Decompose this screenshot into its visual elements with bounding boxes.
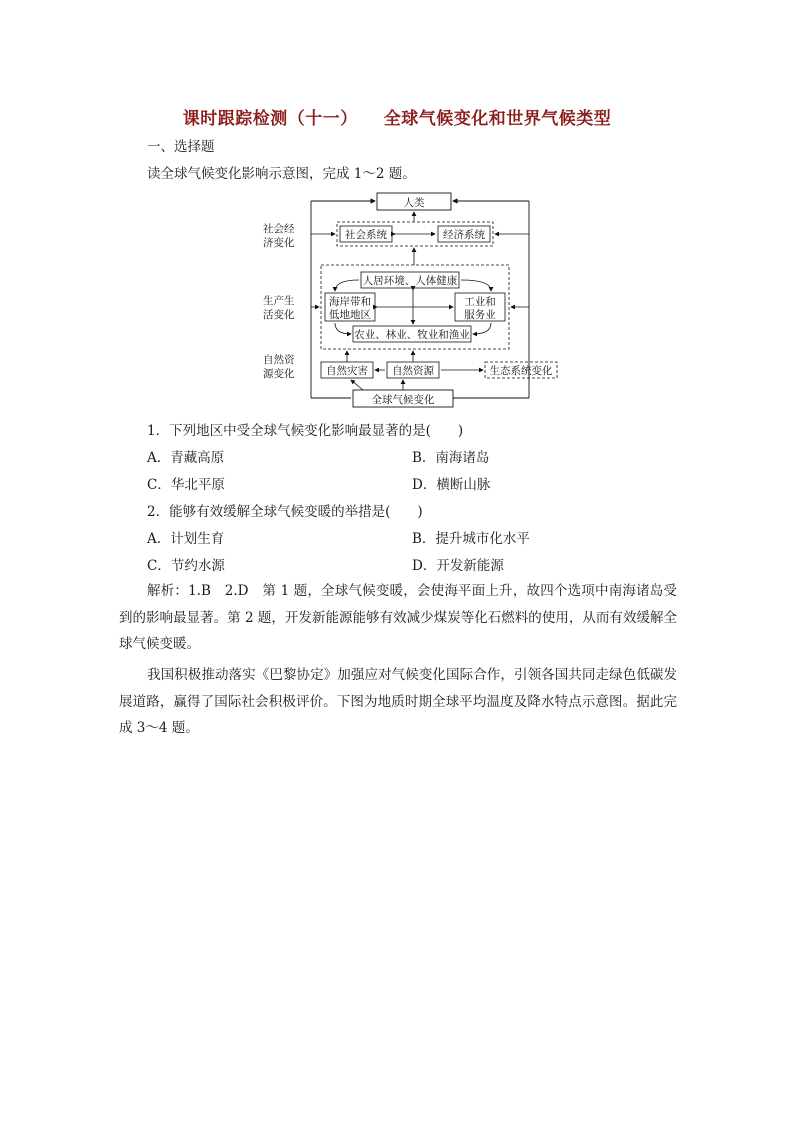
label-living-env: 人居环境、人体健康 bbox=[362, 275, 458, 287]
side-label-social-2: 济变化 bbox=[263, 237, 295, 249]
label-industry-1: 工业和 bbox=[464, 296, 496, 308]
side-label-nature-2: 源变化 bbox=[263, 368, 295, 380]
label-ecosystem-change: 生态系统变化 bbox=[489, 365, 553, 377]
question-1-option-a: A．青藏高原 bbox=[147, 450, 225, 466]
label-natural-disaster: 自然灾害 bbox=[326, 365, 368, 377]
question-2-option-d: D．开发新能源 bbox=[412, 558, 504, 574]
question-1-option-d: D．横断山脉 bbox=[412, 477, 491, 493]
climate-impact-diagram bbox=[255, 188, 565, 413]
label-agriculture: 农业、林业、牧业和渔业 bbox=[354, 329, 470, 341]
analysis-paragraph: 解析：1.B 2.D 第 1 题，全球气候变暖，会使海平面上升，故四个选项中南海诸岛受到的影响最显著。第 2 题，开发新能源能够有效减少煤炭等化石燃料的使用，从而有效缓解全球气候变暖。 bbox=[119, 583, 677, 652]
side-label-nature-1: 自然资 bbox=[263, 354, 295, 366]
question-2-option-b: B．提升城市化水平 bbox=[412, 531, 530, 547]
page-title bbox=[0, 104, 794, 129]
side-label-life-1: 生产生 bbox=[263, 295, 295, 307]
question-1-option-b: B．南海诸岛 bbox=[412, 450, 490, 466]
question-2-option-a: A．计划生育 bbox=[147, 531, 225, 547]
label-natural-resources: 自然资源 bbox=[392, 365, 434, 377]
label-coastal-2: 低地地区 bbox=[329, 309, 371, 321]
label-industry-2: 服务业 bbox=[464, 309, 496, 321]
question-1-stem: 1．下列地区中受全球气候变化影响最显著的是( ) bbox=[147, 423, 464, 439]
label-humans: 人类 bbox=[403, 197, 425, 209]
side-label-social-1: 社会经 bbox=[263, 223, 295, 235]
title-left: 课时跟踪检测（十一） bbox=[182, 109, 358, 129]
question-2-option-c: C．节约水源 bbox=[147, 558, 225, 574]
section-heading: 一、选择题 bbox=[147, 139, 215, 155]
question-1-option-c: C．华北平原 bbox=[147, 477, 225, 493]
intro-text-2: 我国积极推动落实《巴黎协定》加强应对气候变化国际合作，引领各国共同走绿色低碳发展道路，赢得了国际社会积极评价。下图为地质时期全球平均温度及降水特点示意图。据此完成 3～4 题。 bbox=[119, 667, 677, 736]
intro-text-1: 读全球气候变化影响示意图，完成 1～2 题。 bbox=[147, 166, 416, 182]
label-social-system: 社会系统 bbox=[345, 229, 387, 241]
side-label-life-2: 活变化 bbox=[263, 309, 295, 321]
question-2-stem: 2．能够有效缓解全球气候变暖的举措是( ) bbox=[147, 504, 423, 520]
label-economic-system: 经济系统 bbox=[443, 229, 485, 241]
label-coastal-1: 海岸带和 bbox=[329, 296, 371, 308]
title-right: 全球气候变化和世界气候类型 bbox=[383, 109, 612, 129]
label-climate-change: 全球气候变化 bbox=[371, 394, 435, 406]
